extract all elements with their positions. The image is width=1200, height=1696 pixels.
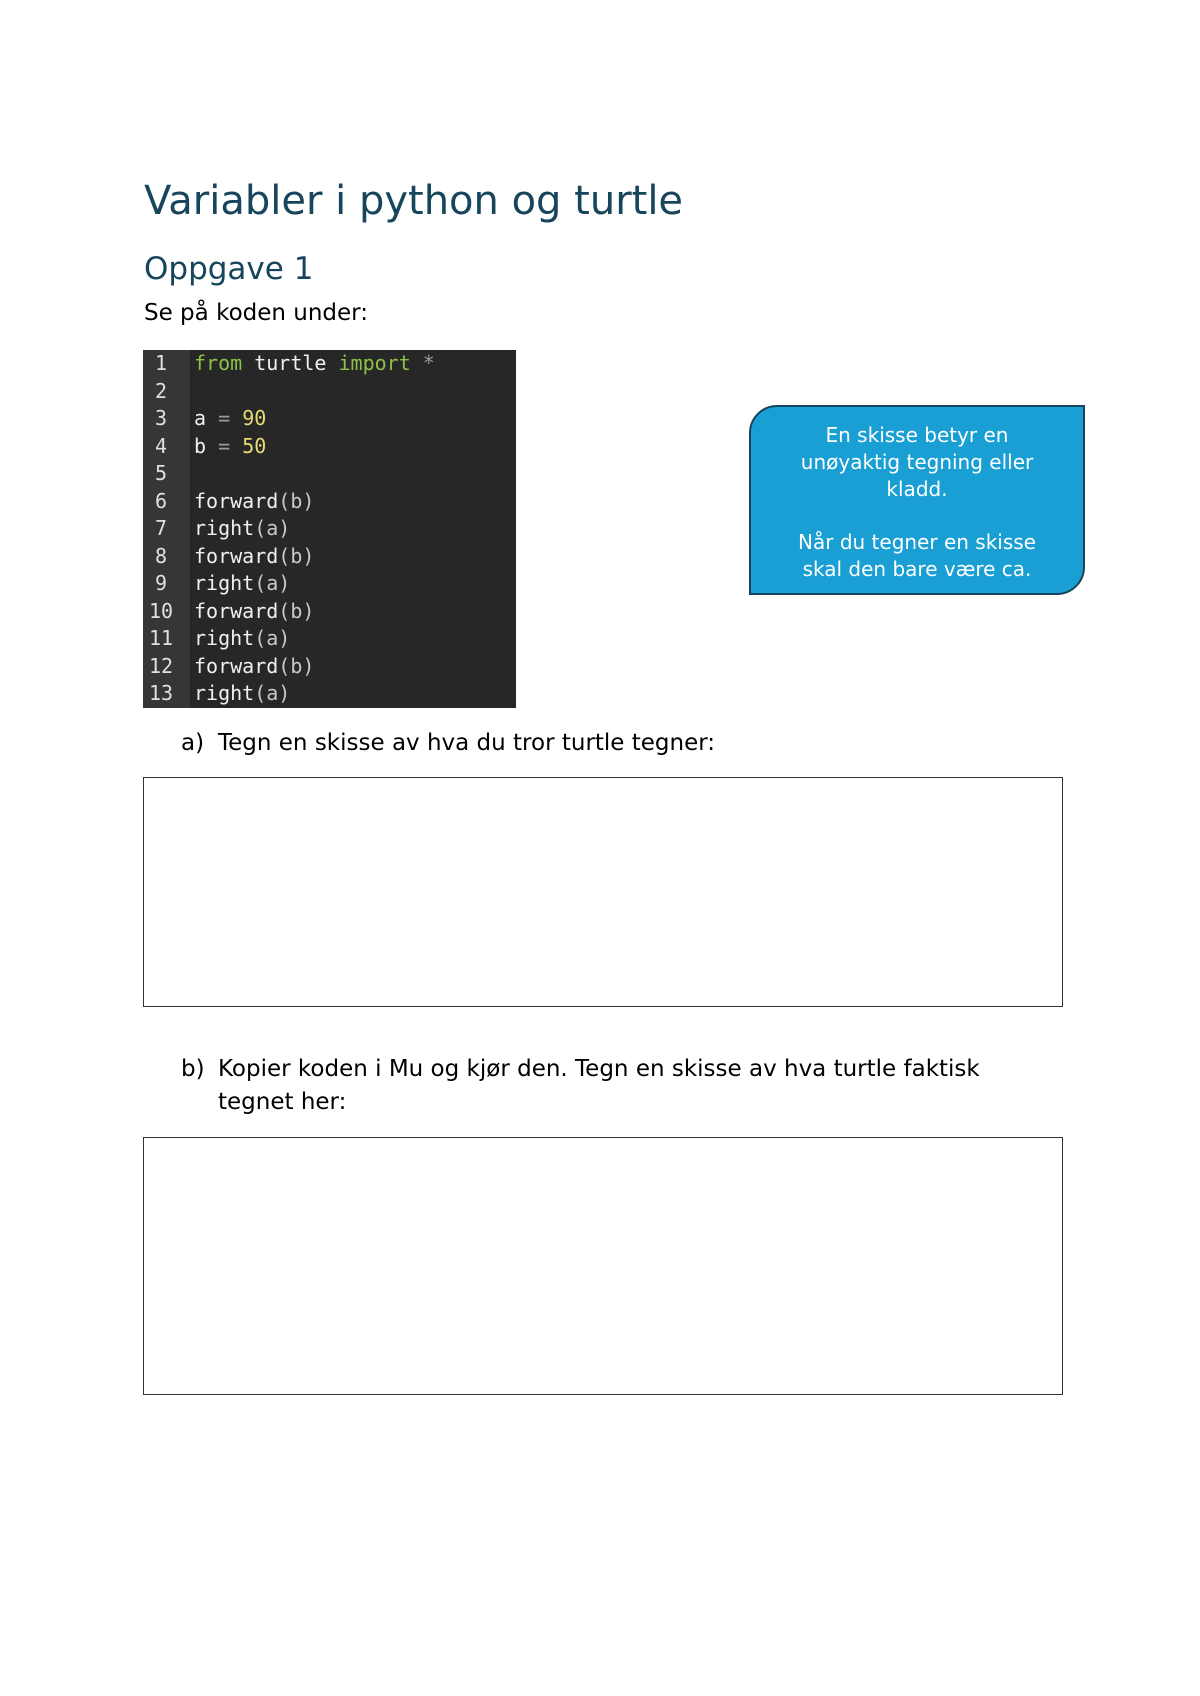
line-number: 3	[154, 406, 168, 430]
code-token: from	[194, 351, 243, 375]
line-number: 2	[154, 378, 168, 403]
code-token: (a)	[254, 571, 291, 595]
code-token: import	[338, 351, 411, 375]
code-token: b	[194, 433, 219, 458]
code-token	[230, 434, 242, 458]
code-token	[230, 406, 242, 430]
line-number: 12	[148, 653, 174, 678]
page-title: Variabler i python og turtle	[144, 178, 684, 224]
line-number: 6	[154, 488, 168, 513]
callout-line: skal den bare være ca.	[802, 557, 1032, 581]
callout-line: kladd.	[886, 477, 948, 501]
code-token: a	[194, 406, 219, 430]
code-token: forward	[194, 488, 279, 513]
code-token: =	[218, 433, 231, 458]
answer-box-a[interactable]	[143, 777, 1063, 1007]
code-token: (a)	[254, 681, 291, 705]
code-text	[194, 488, 314, 515]
line-number: 9	[154, 571, 168, 595]
intro-text: Se på koden under:	[144, 300, 368, 326]
code-text	[194, 653, 314, 680]
code-token: 90	[242, 406, 267, 430]
line-number: 8	[154, 543, 168, 568]
code-token: turtle	[242, 351, 339, 375]
code-text	[194, 350, 435, 377]
code-line	[143, 598, 516, 625]
code-token: (b)	[278, 653, 315, 678]
code-text	[194, 680, 290, 707]
code-token: (b)	[278, 598, 315, 623]
code-line	[143, 460, 516, 487]
code-line	[143, 680, 516, 707]
code-line	[143, 515, 516, 542]
callout-line: Når du tegner en skisse	[798, 530, 1036, 554]
code-token: (a)	[254, 626, 291, 650]
sketch-info-callout	[749, 405, 1085, 595]
code-text	[194, 543, 314, 570]
question-b-label: b)	[181, 1056, 205, 1082]
answer-box-b[interactable]	[143, 1137, 1063, 1395]
line-number: 10	[148, 598, 174, 623]
line-number: 4	[154, 433, 168, 458]
code-token: 50	[242, 433, 267, 458]
question-a-text: Tegn en skisse av hva du tror turtle tegner:	[218, 730, 716, 756]
code-text	[194, 598, 314, 625]
code-token: =	[218, 406, 231, 430]
code-line	[143, 488, 516, 515]
code-line	[143, 405, 516, 432]
code-token: forward	[194, 598, 279, 623]
code-token: (b)	[278, 543, 315, 568]
code-line	[143, 653, 516, 680]
code-text	[194, 405, 266, 432]
code-token: right	[194, 681, 255, 705]
code-text	[194, 433, 266, 460]
line-number: 11	[148, 626, 174, 650]
line-number: 5	[154, 461, 168, 485]
code-line	[143, 570, 516, 597]
code-token: (a)	[254, 516, 291, 540]
code-line	[143, 378, 516, 405]
code-text	[194, 570, 290, 597]
code-line	[143, 543, 516, 570]
callout-line: unøyaktig tegning eller	[800, 450, 1034, 474]
code-token: forward	[194, 543, 279, 568]
code-token: right	[194, 571, 255, 595]
question-a-label: a)	[181, 730, 205, 756]
task-heading: Oppgave 1	[144, 251, 314, 287]
code-token: (b)	[278, 488, 315, 513]
line-number: 1	[154, 351, 168, 375]
code-token: forward	[194, 653, 279, 678]
line-number: 13	[148, 681, 174, 705]
code-line	[143, 433, 516, 460]
code-text	[194, 625, 290, 652]
line-number: 7	[154, 516, 168, 540]
code-token: right	[194, 516, 255, 540]
code-line	[143, 350, 516, 377]
code-token: right	[194, 626, 255, 650]
code-token: *	[410, 351, 435, 375]
question-b-text: Kopier koden i Mu og kjør den. Tegn en skisse av hva turtle faktisk tegnet her:	[218, 1056, 980, 1115]
code-block	[143, 350, 516, 708]
code-text	[194, 515, 290, 542]
code-line	[143, 625, 516, 652]
callout-line: En skisse betyr en	[825, 423, 1009, 447]
